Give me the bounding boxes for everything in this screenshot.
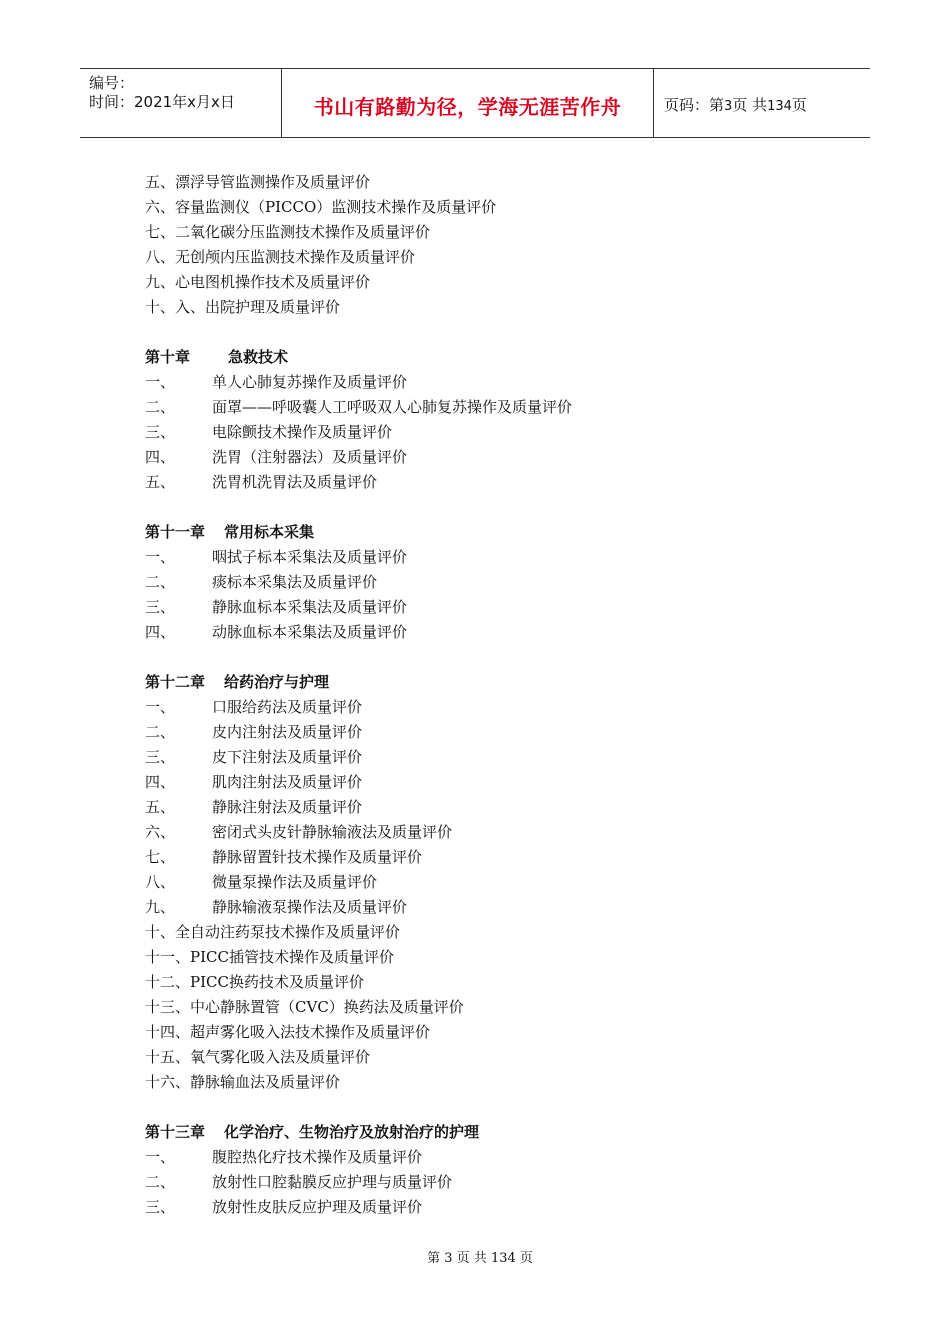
item-text: 口服给药法及质量评价	[212, 698, 363, 716]
list-item	[145, 995, 845, 1020]
section-spacer	[145, 645, 845, 670]
list-item	[145, 270, 845, 295]
list-item	[145, 420, 845, 445]
item-text: 氧气雾化吸入法及质量评价	[190, 1048, 371, 1066]
list-item	[145, 820, 845, 845]
list-item	[145, 1195, 845, 1220]
item-number: 十四、	[145, 1023, 191, 1041]
item-number: 三、	[145, 598, 176, 616]
page-suffix: 页	[791, 96, 807, 114]
item-text: 肌肉注射法及质量评价	[212, 773, 363, 791]
document-number-label: 编号：	[89, 74, 135, 92]
item-number: 六、	[145, 198, 176, 216]
page-header	[80, 68, 870, 138]
footer-current: 3	[444, 1251, 453, 1266]
item-text: 洗胃机洗胃法及质量评价	[212, 473, 378, 491]
table-of-contents	[145, 170, 845, 1220]
item-number: 三、	[145, 423, 176, 441]
item-text: 静脉血标本采集法及质量评价	[212, 598, 408, 616]
item-number: 四、	[145, 623, 176, 641]
list-item	[145, 720, 845, 745]
item-text: 痰标本采集法及质量评价	[212, 573, 378, 591]
page-mid: 页 共	[732, 96, 768, 114]
item-number: 八、	[145, 873, 176, 891]
list-item	[145, 1045, 845, 1070]
item-text: 无创颅内压监测技术操作及质量评价	[175, 248, 416, 266]
item-number: 九、	[145, 898, 176, 916]
item-text: 洗胃（注射器法）及质量评价	[212, 448, 408, 466]
item-number: 十六、	[145, 1073, 191, 1091]
item-text: 皮内注射法及质量评价	[212, 723, 363, 741]
chapter-number: 第十章	[145, 348, 191, 366]
item-number: 二、	[145, 398, 176, 416]
list-item	[145, 695, 845, 720]
item-number: 七、	[145, 223, 176, 241]
item-text: 二氧化碳分压监测技术操作及质量评价	[175, 223, 431, 241]
item-text: 放射性皮肤反应护理及质量评价	[212, 1198, 423, 1216]
chapter-number: 第十二章	[145, 673, 206, 691]
list-item	[145, 870, 845, 895]
header-page-number	[664, 94, 807, 115]
list-item	[145, 445, 845, 470]
list-item	[145, 545, 845, 570]
item-text: PICC插管技术操作及质量评价	[190, 948, 394, 966]
item-number: 二、	[145, 573, 176, 591]
item-number: 五、	[145, 173, 176, 191]
list-item	[145, 470, 845, 495]
item-number: 六、	[145, 823, 176, 841]
item-number: 二、	[145, 1173, 176, 1191]
item-text: 入、出院护理及质量评价	[175, 298, 341, 316]
document-time-label: 时间：2021年x月x日	[89, 93, 235, 111]
item-text: 皮下注射法及质量评价	[212, 748, 363, 766]
item-text: 静脉输液泵操作法及质量评价	[212, 898, 408, 916]
item-number: 十一、	[145, 948, 191, 966]
list-item	[145, 395, 845, 420]
chapter-title: 化学治疗、生物治疗及放射治疗的护理	[224, 1123, 480, 1141]
list-item	[145, 1170, 845, 1195]
item-number: 十三、	[145, 998, 191, 1016]
item-text: 动脉血标本采集法及质量评价	[212, 623, 408, 641]
list-item	[145, 1020, 845, 1045]
page-prefix: 页码：第	[664, 96, 725, 114]
header-motto-cell	[282, 69, 654, 137]
section-spacer	[145, 1095, 845, 1120]
item-number: 二、	[145, 723, 176, 741]
chapter-heading	[145, 520, 845, 545]
item-text: PICC换药技术及质量评价	[190, 973, 364, 991]
chapter-heading	[145, 1120, 845, 1145]
footer-prefix: 第	[427, 1251, 441, 1266]
chapter-heading	[145, 345, 845, 370]
item-number: 八、	[145, 248, 176, 266]
item-number: 三、	[145, 1198, 176, 1216]
item-number: 三、	[145, 748, 176, 766]
footer-mid: 页 共	[456, 1251, 487, 1266]
item-text: 咽拭子标本采集法及质量评价	[212, 548, 408, 566]
item-number: 十二、	[145, 973, 191, 991]
item-text: 密闭式头皮针静脉输液法及质量评价	[212, 823, 453, 841]
section-spacer	[145, 320, 845, 345]
item-text: 容量监测仪（PICCO）监测技术操作及质量评价	[175, 198, 497, 216]
item-number: 十、	[145, 923, 176, 941]
item-text: 中心静脉置管（CVC）换药法及质量评价	[190, 998, 464, 1016]
page-total: 134	[767, 99, 792, 114]
item-text: 漂浮导管监测操作及质量评价	[175, 173, 371, 191]
list-item	[145, 595, 845, 620]
page-current: 3	[724, 99, 733, 114]
item-number: 四、	[145, 448, 176, 466]
list-item	[145, 970, 845, 995]
item-number: 一、	[145, 1148, 176, 1166]
list-item	[145, 170, 845, 195]
item-number: 十、	[145, 298, 176, 316]
page-footer	[0, 1247, 950, 1266]
item-number: 五、	[145, 473, 176, 491]
chapter-title: 急救技术	[228, 348, 289, 366]
list-item	[145, 945, 845, 970]
list-item	[145, 370, 845, 395]
section-spacer	[145, 495, 845, 520]
item-number: 九、	[145, 273, 176, 291]
list-item	[145, 1070, 845, 1095]
item-text: 超声雾化吸入法技术操作及质量评价	[190, 1023, 431, 1041]
list-item	[145, 770, 845, 795]
item-number: 一、	[145, 548, 176, 566]
list-item	[145, 920, 845, 945]
chapter-heading	[145, 670, 845, 695]
chapter-number: 第十一章	[145, 523, 206, 541]
list-item	[145, 795, 845, 820]
list-item	[145, 570, 845, 595]
header-info-cell	[80, 69, 282, 137]
header-motto: 书山有路勤为径，学海无涯苦作舟	[313, 95, 622, 119]
list-item	[145, 895, 845, 920]
list-item	[145, 745, 845, 770]
list-item	[145, 295, 845, 320]
list-item	[145, 245, 845, 270]
list-item	[145, 195, 845, 220]
item-text: 静脉留置针技术操作及质量评价	[212, 848, 423, 866]
item-text: 放射性口腔黏膜反应护理与质量评价	[212, 1173, 453, 1191]
footer-total: 134	[490, 1251, 516, 1266]
item-number: 四、	[145, 773, 176, 791]
list-item	[145, 845, 845, 870]
item-number: 五、	[145, 798, 176, 816]
item-text: 静脉输血法及质量评价	[190, 1073, 341, 1091]
header-page-cell	[654, 69, 870, 137]
item-text: 电除颤技术操作及质量评价	[212, 423, 393, 441]
item-text: 腹腔热化疗技术操作及质量评价	[212, 1148, 423, 1166]
chapter-number: 第十三章	[145, 1123, 206, 1141]
item-number: 一、	[145, 373, 176, 391]
item-text: 全自动注药泵技术操作及质量评价	[175, 923, 401, 941]
item-text: 微量泵操作法及质量评价	[212, 873, 378, 891]
item-text: 心电图机操作技术及质量评价	[175, 273, 371, 291]
footer-suffix: 页	[519, 1251, 533, 1266]
list-item	[145, 620, 845, 645]
item-text: 面罩——呼吸囊人工呼吸双人心肺复苏操作及质量评价	[212, 398, 573, 416]
item-text: 静脉注射法及质量评价	[212, 798, 363, 816]
list-item	[145, 220, 845, 245]
chapter-title: 给药治疗与护理	[224, 673, 330, 691]
list-item	[145, 1145, 845, 1170]
item-number: 七、	[145, 848, 176, 866]
item-number: 一、	[145, 698, 176, 716]
chapter-title: 常用标本采集	[224, 523, 315, 541]
item-text: 单人心肺复苏操作及质量评价	[212, 373, 408, 391]
item-number: 十五、	[145, 1048, 191, 1066]
